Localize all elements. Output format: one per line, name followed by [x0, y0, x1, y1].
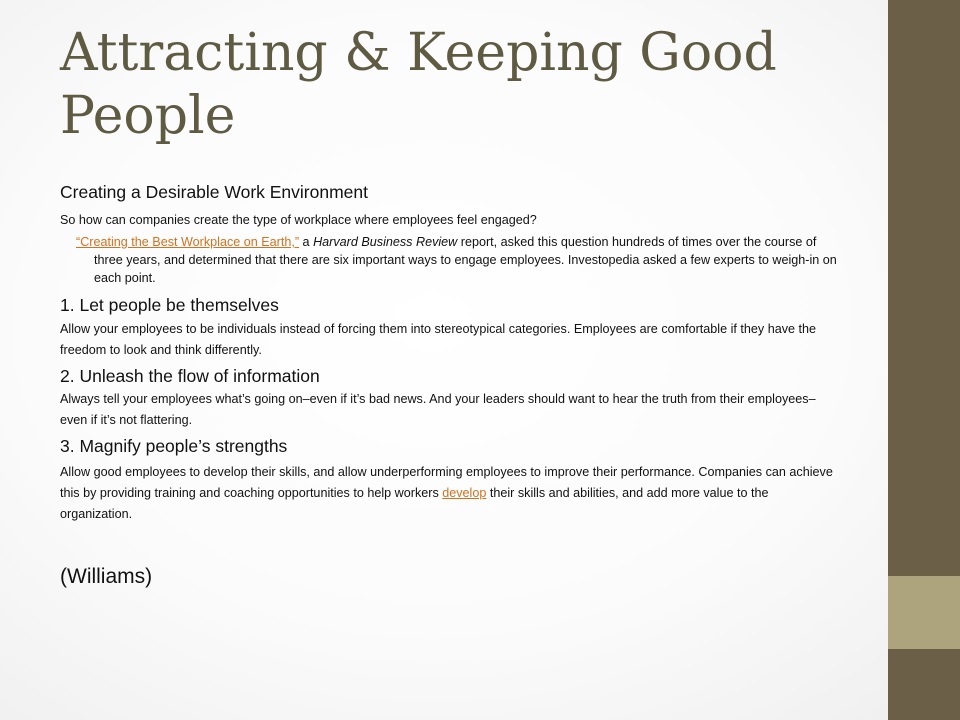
source-link[interactable]: “Creating the Best Workplace on Earth,”: [76, 235, 300, 249]
intro-paragraph: So how can companies create the type of workplace where employees feel engaged?: [60, 213, 537, 227]
point-3-body-start: Allow good employees to develop their skills, and allow underperforming employees to improve their performance. Companies can achieve this by providing training and coaching opportunities to help workers: [60, 465, 833, 500]
slide-title-line2: People: [60, 86, 236, 146]
slide-title-line1: Attracting & Keeping Good: [60, 23, 777, 83]
point-2-heading: 2. Unleash the flow of information: [60, 366, 320, 386]
side-band-bottom: [888, 649, 960, 720]
section-heading-main: Creating a Desirable Work Environment: [60, 182, 369, 202]
point-3-heading: 3. Magnify people’s strengths: [60, 436, 288, 456]
side-band-middle: [888, 576, 960, 649]
point-1-body: Allow your employees to be individuals instead of forcing them into stereotypical categories. Employees are comfortable if they have the freedom to look and think differently.: [60, 322, 817, 357]
point-3-body: [60, 462, 840, 525]
decorative-side-bar: [888, 0, 960, 720]
develop-link[interactable]: develop: [442, 486, 487, 500]
source-description: report, asked this question hundreds of times over the course of three years, and determined that there are six important ways to engage employees. Investopedia asked a few experts to weigh-in on each point.: [94, 235, 837, 285]
source-journal: Harvard Business Review: [313, 235, 458, 249]
side-band-top: [888, 0, 960, 576]
slide-body: [60, 181, 840, 525]
source-paragraph: [60, 233, 840, 287]
slide-title: [60, 22, 860, 148]
point-2-body: Always tell your employees what’s going on–even if it’s bad news. And your leaders should want to hear the truth from their employees–even if it’s not flattering.: [60, 392, 816, 427]
point-1-heading: 1. Let people be themselves: [60, 295, 279, 315]
point-3-body-end: their skills and abilities, and add more value to the organization.: [60, 486, 769, 521]
citation: (Williams): [60, 565, 153, 588]
source-connector: a: [299, 235, 314, 249]
